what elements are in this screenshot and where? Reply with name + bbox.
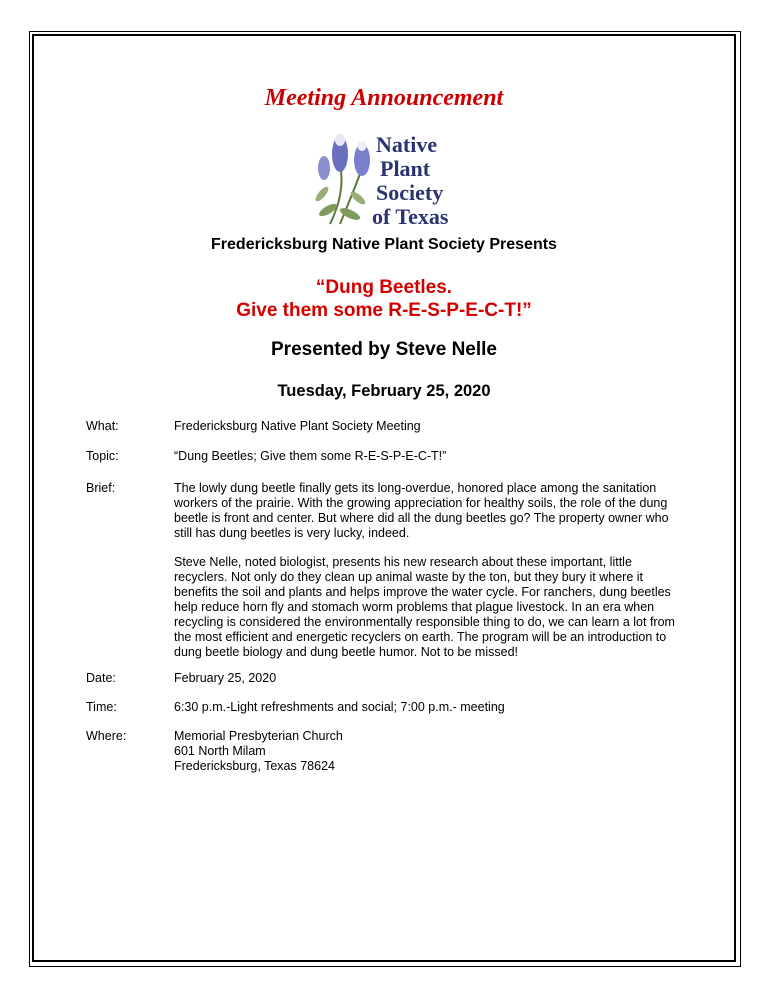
brief-paragraph-2: Steve Nelle, noted biologist, presents his new research about these important, little recyclers. Not only do they clean up animal waste by the ton, but they bury it where it benefits the soil and plants and helps improve the water cycle. For ranchers, dung beetles help reduce horn fly and stomach worm problems that plague livestock. In an era when recycling is considered the environmentally responsible thing to do, we can learn a lot from the most efficient and energetic recyclers on earth. The program will be an introduction to dung beetle biology and dung beetle humor. Not to be missed! xyxy=(174,555,675,659)
presents-heading: Fredericksburg Native Plant Society Presents xyxy=(211,236,557,253)
where-line-1: Memorial Presbyterian Church xyxy=(174,729,343,743)
date-value: February 25, 2020 xyxy=(174,671,277,685)
logo-line-3: Society xyxy=(376,180,444,205)
where-line-2: 601 North Milam xyxy=(174,744,266,758)
logo-line-4: of Texas xyxy=(372,204,449,228)
topic-label: Topic: xyxy=(86,449,119,463)
date-label: Date: xyxy=(86,671,116,685)
logo-line-1: Native xyxy=(376,132,438,157)
time-value: 6:30 p.m.-Light refreshments and social; 7:00 p.m.- meeting xyxy=(174,700,505,714)
talk-title-line-1: “Dung Beetles. xyxy=(315,277,453,298)
bluebonnet-icon xyxy=(314,134,370,224)
brief-content xyxy=(174,481,682,660)
what-label: What: xyxy=(86,419,119,433)
page-title: Meeting Announcement xyxy=(264,85,504,111)
what-value: Fredericksburg Native Plant Society Meeting xyxy=(174,419,421,433)
topic-value: “Dung Beetles; Give them some R-E-S-P-E-C-T!” xyxy=(174,449,447,463)
talk-title-line-2: Give them some R-E-S-P-E-C-T!” xyxy=(236,300,532,321)
brief-paragraph-1: The lowly dung beetle finally gets its long-overdue, honored place among the sanitation workers of the prairie. With the growing appreciation for healthy soils, the role of the dung beetle is front and center. But where did all the dung beetles go? The property owner who still has dung beetles is very lucky, indeed. xyxy=(174,481,669,540)
where-address xyxy=(174,729,682,774)
time-label: Time: xyxy=(86,700,117,714)
society-logo xyxy=(310,124,452,228)
presenter-heading: Presented by Steve Nelle xyxy=(271,339,497,360)
where-label: Where: xyxy=(86,729,127,743)
brief-label: Brief: xyxy=(86,481,116,495)
logo-line-2: Plant xyxy=(380,156,431,181)
talk-title xyxy=(0,276,768,322)
date-heading: Tuesday, February 25, 2020 xyxy=(277,382,491,400)
where-line-3: Fredericksburg, Texas 78624 xyxy=(174,759,335,773)
